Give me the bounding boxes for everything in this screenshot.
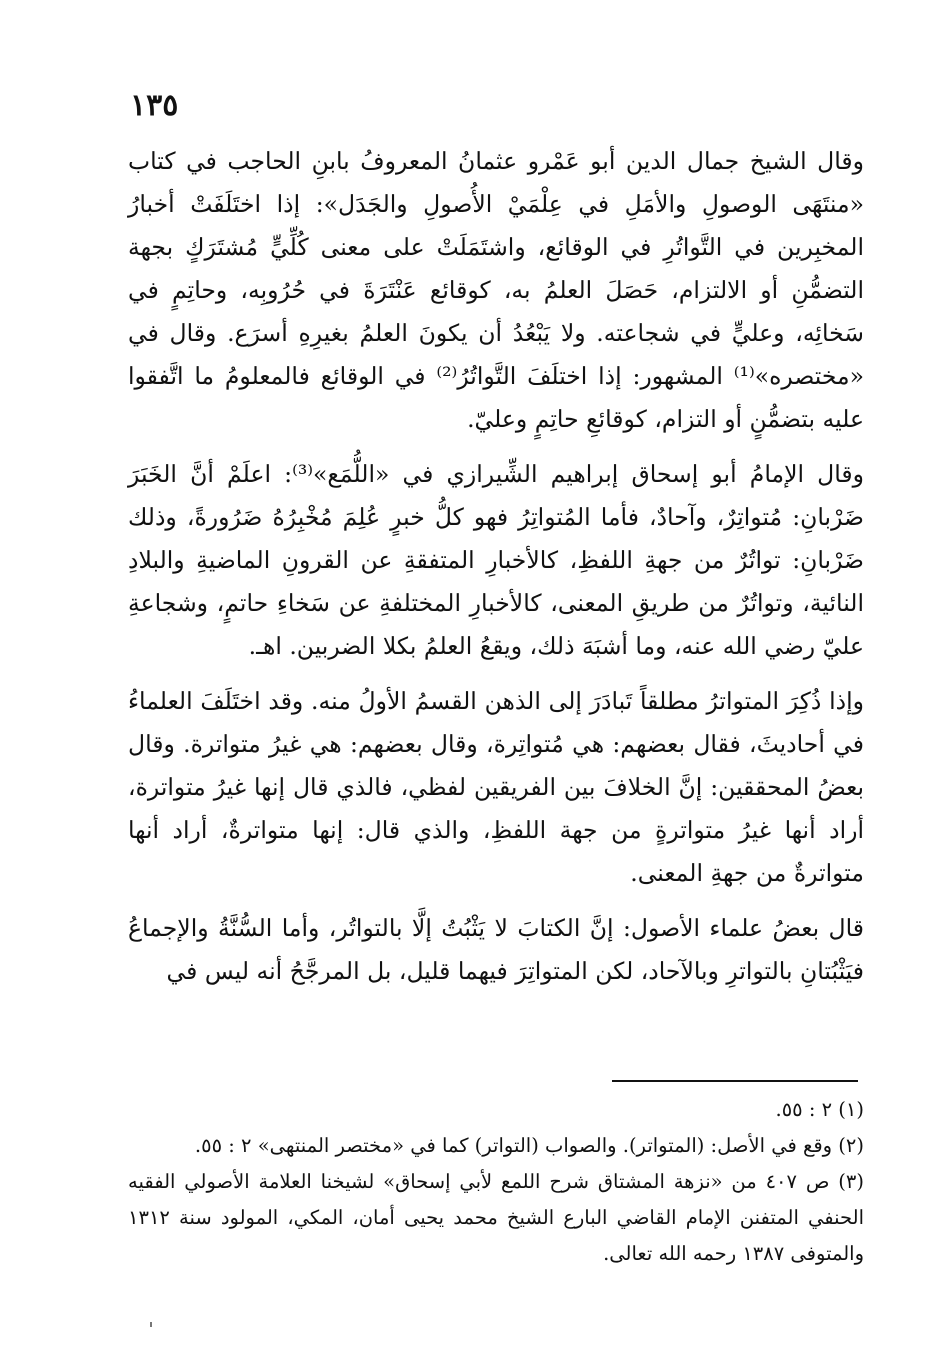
- footnote-separator: [612, 1080, 858, 1082]
- paragraph: وقال الإمامُ أبو إسحاق إبراهيم الشِّيرازي في «اللُّمَع»⁽³⁾: اعلَمْ أنَّ الخَبَرَ ضَرْبانِ: مُتواتِرٌ، وآحادٌ، فأما المُتواتِرُ فهو كلُّ خبرٍ عُلِمَ مُخْبِرُهُ ضَرُورةً، وذلك ضَرْبانِ: تواتُرٌ من جهةِ اللفظِ، كالأخبارِ المتفقةِ عن القرونِ الماضيةِ والبلادِ النائية، وتواتُرٌ من طريقِ المعنى، كالأخبارِ المختلفةِ عن سَخاءِ حاتمٍ، وشجاعةِ عليّ رضي الله عنه، وما أشبَهَ ذلك، ويقعُ العلمُ بكلا الضربين. اهـ.: [128, 460, 864, 660]
- footnote: (١) ٢ : ٥٥.: [775, 1098, 864, 1121]
- page-number: ١٣٥: [130, 88, 179, 123]
- scan-speck: [150, 1322, 152, 1327]
- footnote: (٣) ص ٤٠٧ من «نزهة المشتاق شرح اللمع لأبي إسحاق» لشيخنا العلامة الأصولي الفقيه الحنفي المتفنن الإمام القاضي البارع الشيخ محمد يحيى أمان، المكي، المولود سنة ١٣١٢ والمتوفى ١٣٨٧ رحمه الله تعالى.: [128, 1170, 864, 1265]
- footnotes: [128, 1092, 864, 1272]
- main-text: [128, 140, 864, 1005]
- paragraph: وإذا ذُكِرَ المتواترُ مطلقاً تَبادَرَ إلى الذهن القسمُ الأولُ منه. وقد اختَلَفَ العلماءُ في أحاديثَ، فقال بعضهم: هي مُتواتِرة، وقال بعضهم: هي غيرُ متواترة. وقال بعضُ المحققين: إنَّ الخلافَ بين الفريقين لفظي، فالذي قال إنها غيرُ متواترة، أراد أنها غيرُ متواترةٍ من جهة اللفظِ، والذي قال: إنها متواترةٌ، أراد أنها متواترةٌ من جهةِ المعنى.: [128, 687, 864, 887]
- paragraph: قال بعضُ علماء الأصول: إنَّ الكتابَ لا يَثْبُتُ إلَّا بالتواتُر، وأما السُّنَّةُ والإجماعُ فيَثْبُتانِ بالتواترِ وبالآحاد، لكن المتواتِرَ فيهما قليل، بل المرجَّحُ أنه ليس في: [128, 914, 864, 985]
- paragraph: وقال الشيخ جمال الدين أبو عَمْرو عثمانُ المعروفُ بابنِ الحاجب في كتاب «منتَهَى الوصولِ والأمَلِ في عِلْمَيْ الأُصولِ والجَدَل»: إذا اختَلَفَتْ أخبارُ المخبِرين في التَّواتُرِ في الوقائع، واشتَمَلَتْ على معنى كُلِّيٍّ مُشتَرَكٍ بجهة التضمُّنِ أو الالتزام، حَصَلَ العلمُ به، كوقائع عَنْتَرَةَ في حُرُوبِه، وحاتِمٍ في سَخائِه، وعليٍّ في شجاعته. ولا يَبْعُدُ أن يكونَ العلمُ بغيرِهِ أسرَع. وقال في «مختصره»⁽¹⁾ المشهور: إذا اختلَفَ التَّواتُرُ⁽²⁾ في الوقائع فالمعلومُ ما اتَّفقوا عليه بتضمُّنٍ أو التزام، كوقائعِ حاتِمٍ وعليّ.: [128, 147, 865, 433]
- footnote: (٢) وقع في الأصل: (المتواتر). والصواب (التواتر) كما في «مختصر المنتهى» ٢ : ٥٥.: [194, 1134, 864, 1157]
